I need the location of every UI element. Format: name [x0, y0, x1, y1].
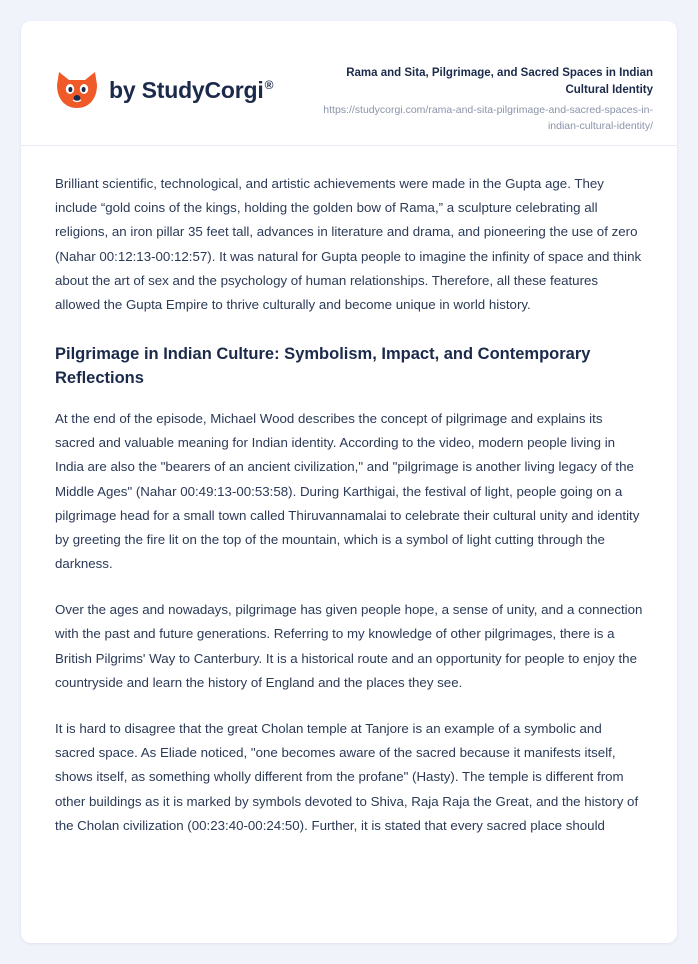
document-content	[21, 146, 677, 838]
source-url[interactable]: https://studycorgi.com/rama-and-sita-pilgrimage-and-sacred-spaces-in-indian-cultural-identity/	[323, 104, 653, 132]
brand-logo[interactable]	[55, 61, 273, 111]
section-heading: Pilgrimage in Indian Culture: Symbolism, Impact, and Contemporary Reflections	[55, 345, 591, 388]
document-page	[21, 21, 677, 943]
registered-mark: ®	[264, 77, 274, 92]
brand-name	[109, 77, 273, 104]
brand-name-text: by StudyCorgi	[109, 76, 264, 103]
page-title: Rama and Sita, Pilgrimage, and Sacred Spaces in Indian Cultural Identity	[346, 67, 653, 96]
paragraph-pilgrimage-3: It is hard to disagree that the great Cholan temple at Tanjore is an example of a symbolic and sacred space. As Eliade noticed, "one becomes aware of the sacred because it manifests itself, shows itself, as something wholly different from the profane" (Hasty). The temple is different from other buildings as it is marked by symbols devoted to Shiva, Raja Raja the Great, and the history of the Cholan civilization (00:23:40-00:24:50). Further, it is stated that every sacred place should	[55, 721, 639, 833]
paragraph-pilgrimage-1: At the end of the episode, Michael Wood describes the concept of pilgrimage and explains its sacred and valuable meaning for Indian identity. According to the video, modern people living in India are also the "bearers of an ancient civilization," and "pilgrimage is another living legacy of the Middle Ages" (Nahar 00:49:13-00:53:58). During Karthigai, the festival of light, people going on a pilgrimage head for a small town called Thiruvannamalai to celebrate their cultural unity and identity by greeting the fire lit on the top of the mountain, which is a symbol of light cutting through the darkness.	[55, 410, 640, 572]
document-meta	[313, 61, 653, 134]
document-header	[21, 21, 677, 131]
fox-logo-icon	[55, 69, 99, 111]
paragraph-intro: Brilliant scientific, technological, and artistic achievements were made in the Gupta age. They include “gold coins of the kings, holding the golden bow of Rama,” a sculpture celebrating all religions, an iron pillar 35 feet tall, advances in literature and drama, and pioneering the use of zero (Nahar 00:12:13-00:12:57). It was natural for Gupta people to imagine the infinity of space and think about the art of sex and the psychology of human relationships. Therefore, all these features allowed the Gupta Empire to thrive culturally and become unique in world history.	[55, 176, 642, 312]
paragraph-pilgrimage-2: Over the ages and nowadays, pilgrimage has given people hope, a sense of unity, and a connection with the past and future generations. Referring to my knowledge of other pilgrimages, there is a British Pilgrims' Way to Canterbury. It is a historical route and an opportunity for people to enjoy the countryside and learn the history of England and the places they see.	[55, 602, 643, 690]
